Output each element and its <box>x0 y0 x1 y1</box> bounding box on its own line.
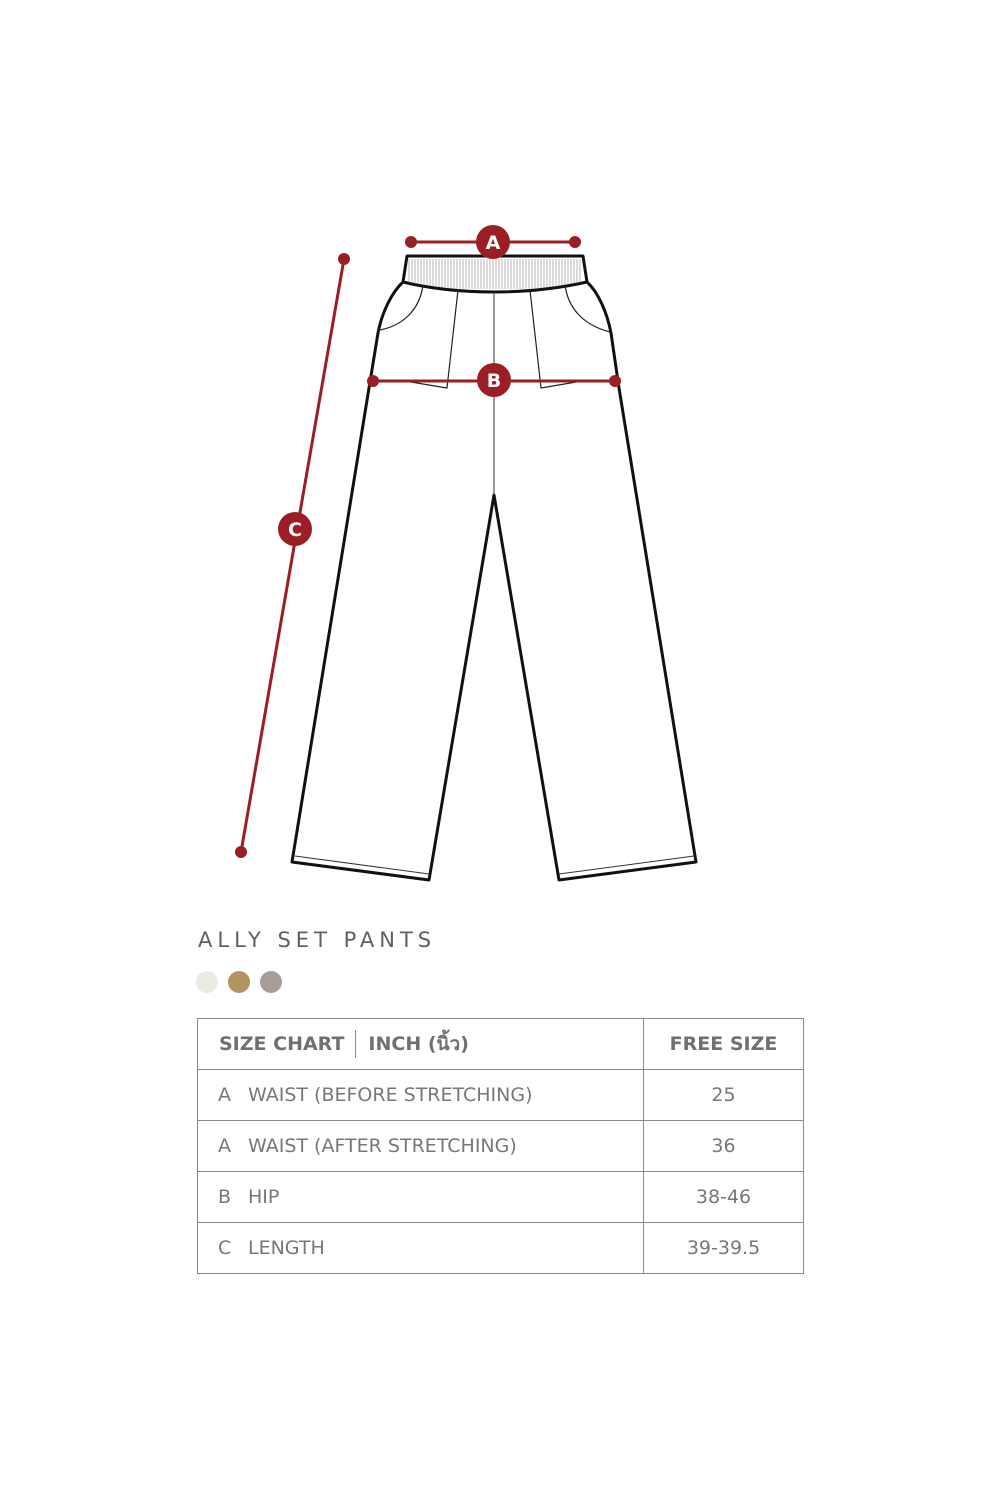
marker-a <box>476 225 510 259</box>
row-label: WAIST (BEFORE STRETCHING) <box>248 1084 533 1106</box>
marker-b-label: B <box>486 370 502 392</box>
waist-measure-end <box>569 236 581 248</box>
size-chart-table <box>197 1018 804 1274</box>
product-name: ALLY SET PANTS <box>198 928 437 952</box>
row-label: LENGTH <box>248 1237 325 1259</box>
row-label: WAIST (AFTER STRETCHING) <box>248 1135 517 1157</box>
size-chart-title: SIZE CHART <box>219 1033 345 1055</box>
waistband <box>403 256 587 292</box>
row-value: 25 <box>644 1070 804 1121</box>
table-row <box>198 1070 804 1121</box>
hip-measure-end <box>609 375 621 387</box>
size-chart-header-row <box>198 1019 804 1070</box>
marker-c <box>278 512 312 546</box>
waist-measure-end <box>405 236 417 248</box>
color-swatch-mauve[interactable] <box>260 971 282 993</box>
color-swatch-tan[interactable] <box>228 971 250 993</box>
row-key: A <box>218 1084 231 1106</box>
marker-a-label: A <box>485 232 501 254</box>
color-swatch-cream[interactable] <box>196 971 218 993</box>
row-value: 39-39.5 <box>644 1223 804 1274</box>
row-value: 38-46 <box>644 1172 804 1223</box>
marker-b <box>477 363 511 397</box>
row-key: B <box>218 1186 232 1208</box>
row-key: C <box>218 1237 232 1259</box>
row-label: HIP <box>248 1186 280 1208</box>
table-row <box>198 1172 804 1223</box>
marker-c-label: C <box>288 519 302 541</box>
row-value: 36 <box>644 1121 804 1172</box>
size-column-header: FREE SIZE <box>644 1019 804 1070</box>
length-measure-end <box>235 846 247 858</box>
hip-measure-end <box>367 375 379 387</box>
table-row <box>198 1121 804 1172</box>
size-chart-unit: INCH (นิ้ว) <box>368 1033 469 1055</box>
length-measure-end <box>338 253 350 265</box>
pants-illustration <box>292 256 696 880</box>
size-chart-header-cell <box>198 1019 644 1070</box>
row-key: A <box>218 1135 231 1157</box>
table-row <box>198 1223 804 1274</box>
header-divider <box>355 1030 356 1058</box>
color-swatches <box>196 971 282 993</box>
